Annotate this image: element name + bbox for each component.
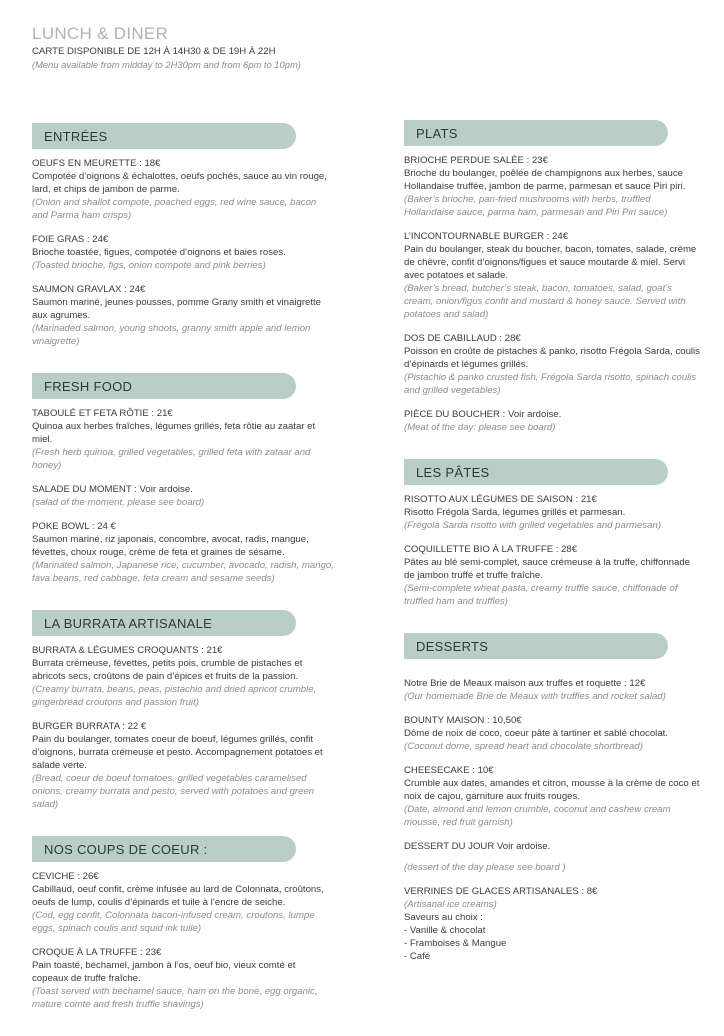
section-header: LES PÂTES: [404, 459, 668, 485]
item-description: Dôme de noix de coco, coeur pâte à tartiner et sablé chocolat.: [404, 728, 668, 739]
right-column: [404, 120, 700, 988]
section-header: LA BURRATA ARTISANALE: [32, 610, 296, 636]
item-english-translation: (Onion and shallot compote, poached eggs, red wine sauce, bacon and Parma ham crisps): [32, 197, 317, 221]
item-name: COQUILLETTE BIO À LA TRUFFE : 28€: [404, 544, 578, 555]
item-name: OEUFS EN MEURETTE : 18€: [32, 158, 161, 169]
section-header: FRESH FOOD: [32, 373, 296, 399]
section-desserts: [404, 633, 700, 974]
menu-item: [404, 154, 700, 219]
item-name: Notre Brie de Meaux maison aux truffes et roquette : 12€: [404, 678, 646, 689]
menu-item: [404, 885, 700, 963]
item-english-translation: (dessert of the day please see board ): [404, 862, 566, 873]
item-name: L’INCONTOURNABLE BURGER : 24€: [404, 231, 569, 242]
item-english-translation: (Bread, coeur de boeuf tomatoes, grilled vegetables caramelised onions, creamy burrata and pesto, served with potatoes and green salad): [32, 773, 315, 810]
item-list: [32, 157, 334, 348]
item-option: - Café: [404, 951, 431, 962]
item-english-translation: (Baker’s bread, butcher’s steak, bacon, tomatoes, salad, goat’s cream, onion/figus confit and mustard & honey sauce. Served with potatoes and salad): [404, 283, 686, 320]
item-english-translation: (salad of the moment, please see board): [32, 497, 205, 508]
section-header: PLATS: [404, 120, 668, 146]
page-title: LUNCH & DINER: [32, 24, 169, 43]
item-description: Risotto Frégola Sarda, légumes grillés et parmesan.: [404, 507, 626, 518]
menu-item: [32, 157, 334, 222]
item-name: PIÈCE DU BOUCHER : Voir ardoise.: [404, 409, 562, 420]
item-description: Crumble aux dates, amandes et citron, mousse à la crème de coco et noix de cajou, garniture aux fruits rouges.: [404, 778, 700, 802]
item-english-translation: (Cod, egg confit, Colonnata bacon-infused cream, croutons, lumpe eggs, spinach coulis and squid ink tuile): [32, 910, 315, 934]
item-name: VERRINES DE GLACES ARTISANALES : 8€: [404, 886, 598, 897]
menu-item: [32, 483, 334, 509]
section-burrata: [32, 610, 334, 822]
item-description: Poisson en croûte de pistaches & panko, risotto Frégola Sarda, coulis d’épinards et légumes grillés.: [404, 346, 700, 370]
section-entrees: [32, 123, 334, 359]
item-name: POKE BOWL : 24 €: [32, 521, 116, 532]
item-name: CHEESECAKE : 10€: [404, 765, 494, 776]
item-description: Pain du boulanger, steak du boucher, bacon, tomates, salade, crème de chèvre, confit d’oignons/figues et sauce moutarde & miel. Servi avec potatoes et salade.: [404, 244, 697, 281]
item-list: [32, 870, 334, 1011]
section-header: ENTRÉES: [32, 123, 296, 149]
menu-item: [404, 840, 700, 874]
menu-item: [404, 764, 700, 829]
menu-item: [404, 543, 700, 608]
menu-item: [32, 720, 334, 811]
item-name: TABOULÉ ET FETA RÔTIE : 21€: [32, 408, 173, 419]
availability-hours-english: (Menu available from midday to 2H30pm and from 6pm to 10pm): [32, 59, 301, 70]
item-description: Compotée d’oignons & échalottes, oeufs pochés, sauce au vin rouge, lard, et chips de jambon de parme.: [32, 171, 327, 195]
section-header: DESSERTS: [404, 633, 668, 659]
item-option: - Framboises & Mangue: [404, 938, 507, 949]
item-list: [404, 677, 700, 963]
section-coups-de-coeur: [32, 836, 334, 1022]
menu-item: [32, 520, 334, 585]
item-english-translation: (Semi-complete wheat pasta, creamy truffle sauce, chiffonade of truffled ham and truffles): [404, 583, 678, 607]
menu-item: [404, 230, 700, 321]
item-description: Pâtes au blé semi-complet, sauce crémeuse à la truffe, chiffonnade de jambon truffé et truffe fraîche.: [404, 557, 691, 581]
item-english-translation: (Meat of the day: please see board): [404, 422, 556, 433]
menu-item: [404, 408, 700, 434]
menu-item: [32, 870, 334, 935]
item-english-translation: (Toast served with bechamel sauce, ham on the bone, egg organic, mature comte and fresh truffle shavings): [32, 986, 318, 1010]
item-list: [32, 407, 334, 585]
item-name: BRIOCHE PERDUE SALÉE : 23€: [404, 155, 548, 166]
menu-item: [32, 407, 334, 472]
item-name: CROQUE À LA TRUFFE : 23€: [32, 947, 162, 958]
item-list: [32, 644, 334, 811]
item-name: DOS DE CABILLAUD : 28€: [404, 333, 521, 344]
item-english-translation: (Marinaded salmon, young shoots, granny smith apple and lemon vinaigrette): [32, 323, 311, 347]
menu-item: [32, 946, 334, 1011]
item-english-translation: (Coconut dome, spread heart and chocolate shortbread): [404, 741, 643, 752]
menu-item: [404, 493, 700, 532]
item-name: BOUNTY MAISON : 10,50€: [404, 715, 522, 726]
menu-item: [32, 644, 334, 709]
section-pates: [404, 459, 700, 619]
item-description: Saumon mariné, jeunes pousses, pomme Grany smith et vinaigrette aux agrumes.: [32, 297, 322, 321]
menu-item: [32, 233, 334, 272]
item-name: DESSERT DU JOUR Voir ardoise.: [404, 841, 551, 852]
left-column: [32, 123, 334, 1036]
item-name: SAUMON GRAVLAX : 24€: [32, 284, 146, 295]
item-english-translation: (Date, almond and lemon crumble, coconut and cashew cream mousse, red fruit garnish): [404, 804, 671, 828]
item-name: BURGER BURRATA : 22 €: [32, 721, 147, 732]
item-option: Saveurs au choix :: [404, 912, 483, 923]
menu-item: [404, 677, 700, 703]
item-name: FOIE GRAS : 24€: [32, 234, 109, 245]
item-description: Quinoa aux herbes fraîches, légumes grillés, feta rôtie au zaatar et miel.: [32, 421, 316, 445]
item-english-translation: (Toasted brioche, figs, onion compote and pink berries): [32, 260, 266, 271]
item-description: Brioche toastée, figues, compotée d’oignons et baies roses.: [32, 247, 286, 258]
section-fresh-food: [32, 373, 334, 596]
menu-item: [404, 714, 700, 753]
item-english-translation: (Creamy burrata, beans, peas, pistachio and dried apricot crumble, gingerbread croutons and passion fruit): [32, 684, 317, 708]
menu-item: [32, 283, 334, 348]
item-english-translation: (Pistachio & panko crusted fish, Frégola Sarda risotto, spinach coulis and grilled vegetables): [404, 372, 697, 396]
item-description: Brioche du boulanger, poêlée de champignons aux herbes, sauce Hollandaise truffée, jambon de parme, parmesan et sauce Piri piri.: [404, 168, 686, 192]
item-option: - Vanille & chocolat: [404, 925, 486, 936]
item-name: CEVICHE : 26€: [32, 871, 99, 882]
item-list: [404, 154, 700, 434]
item-description: Pain toasté, béchamel, jambon à l’os, oeuf bio, vieux comté et copeaux de truffe fraîche.: [32, 960, 296, 984]
item-name: BURRATA & LÉGUMES CROQUANTS : 21€: [32, 645, 223, 656]
item-english-translation: (Artisanal ice creams): [404, 899, 497, 910]
item-list: [404, 493, 700, 608]
menu-item: [404, 332, 700, 397]
availability-hours: CARTE DISPONIBLE DE 12H À 14H30 & DE 19H À 22H: [32, 46, 276, 57]
item-name: SALADE DU MOMENT : Voir ardoise.: [32, 484, 193, 495]
item-description: Cabillaud, oeuf confit, crème infusée au lard de Colonnata, croûtons, oeufs de lump, coulis d’épinards et tuile à l’encre de seiche.: [32, 884, 324, 908]
item-english-translation: (Frégola Sarda risotto with grilled vegetables and parmesan): [404, 520, 662, 531]
item-description: Burrata crémeuse, févettes, petits pois, crumble de pistaches et abricots secs, croûtons de pain d’épices et fruits de la passion.: [32, 658, 303, 682]
item-description: Saumon mariné, riz japonais, concombre, avocat, radis, mangue, févettes, choux rouge, crème de feta et graines de sésame.: [32, 534, 309, 558]
item-english-translation: (Marinated salmon, Japanese rice, cucumber, avocado, radish, mango, fava beans, red cabbage, feta cream and sesame seeds): [32, 560, 334, 584]
item-english-translation: (Fresh herb quinoa, grilled vegetables, grilled feta with zataar and honey): [32, 447, 311, 471]
item-description: Pain du boulanger, tomates coeur de boeuf, légumes grillés, confit d’oignons, burrata crémeuse et pesto. Accompagnement potatoes et salade verte.: [32, 734, 323, 771]
section-header: NOS COUPS DE COEUR :: [32, 836, 296, 862]
section-plats: [404, 120, 700, 445]
item-english-translation: (Our homemade Brie de Meaux with truffles and rocket salad): [404, 691, 666, 702]
item-name: RISOTTO AUX LÉGUMES DE SAISON : 21€: [404, 494, 597, 505]
item-english-translation: (Baker’s brioche, pan-fried mushrooms with herbs, truffled Hollandaise sauce, parma ham, parmesan and Piri Piri sauce): [404, 194, 668, 218]
